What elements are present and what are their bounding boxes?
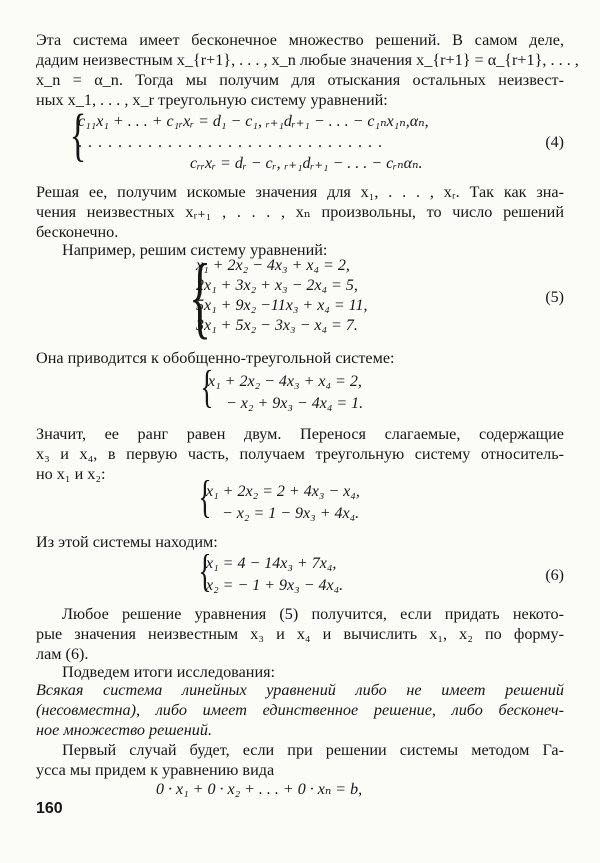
equation-row: 3x₁ + 5x₂ − 3x₃ − x₄ = 7. (196, 317, 358, 334)
text-line: Решая ее, получим искомые значения для x₁, . . . , xᵣ. Так как зна- (36, 183, 564, 201)
text-line: бесконечно. (36, 223, 119, 241)
text-line: Из этой системы находим: (36, 533, 218, 551)
equation-row: c₁₁x₁ + . . . + c₁ᵣxᵣ = d₁ − c₁, ᵣ₊₁dᵣ₊₁ − . . . − c₁ₙx₁ₙ,αₙ, (78, 113, 429, 130)
equation-row: − x₂ = 1 − 9x₃ + 4x₄. (222, 505, 360, 522)
equation-row: x₁ = 4 − 14x₃ + 7x₄, (206, 555, 337, 572)
text-line: Например, решим систему уравнений: (62, 241, 328, 259)
equation-row: 5x₁ + 9x₂ −11x₃ + x₄ = 11, (196, 297, 368, 314)
text-line: Любое решение уравнения (5) получится, если придать некото- (62, 605, 564, 623)
left-brace: { (200, 361, 214, 412)
text-line: ных x_1, . . . , x_r треугольную систему уравнений: (36, 91, 388, 109)
equation-row: x₂ = − 1 + 9x₃ − 4x₄. (206, 577, 344, 594)
text-line: Подведем итоги исследования: (62, 663, 276, 681)
text-line: x₃ и x₄, в первую часть, получаем треугольную систему относитель- (36, 445, 564, 463)
equation-row: x₁ + 2x₂ − 4x₃ + x₄ = 2, (196, 257, 350, 274)
equation-number: (4) (545, 134, 564, 151)
final-equation: 0 · x₁ + 0 · x₂ + . . . + 0 · xₙ = b, (156, 781, 363, 798)
text-line: Эта система имеет бесконечное множество решений. В самом деле, (36, 31, 564, 49)
text-line: усса мы придем к уравнению вида (36, 761, 275, 779)
theorem-line: Всякая система линейных уравнений либо не имеет решений (36, 681, 564, 699)
equation-dots: . . . . . . . . . . . . . . . . . . . . . . . . . . . . . . . (78, 134, 383, 151)
page-number: 160 (36, 800, 63, 817)
theorem-line: ное множество решений. (36, 721, 212, 739)
equation-row: cᵣᵣxᵣ = dᵣ − cᵣ, ᵣ₊₁dᵣ₊₁ − . . . − cᵣₙαₙ. (190, 155, 423, 172)
text-line: лам (6). (36, 645, 89, 663)
equation-row: x₁ + 2x₂ = 2 + 4x₃ − x₄, (206, 483, 360, 500)
text-line: чения неизвестных xᵣ₊₁ , . . . , xₙ произвольны, то число решений (36, 203, 564, 221)
equation-row: − x₂ + 9x₃ − 4x₄ = 1. (226, 395, 364, 412)
text-line: но x₁ и x₂: (36, 465, 106, 483)
text-line: рые значения неизвестным x₃ и x₄ и вычислить x₁, x₂ по форму- (36, 625, 564, 643)
text-line: x_n = α_n. Тогда мы получим для отыскания остальных неизвест- (36, 71, 564, 89)
equation-number: (5) (545, 289, 564, 306)
left-brace: { (198, 471, 212, 522)
text-line: дадим неизвестным x_{r+1}, . . . , x_n любые значения x_{r+1} = α_{r+1}, . . . , (36, 51, 579, 69)
equation-number: (6) (545, 567, 564, 584)
text-line: Она приводится к обобщенно-треугольной системе: (36, 349, 395, 367)
theorem-line: (несовместна), либо имеет единственное решение, либо бесконеч- (36, 701, 564, 719)
equation-row: x₁ + 2x₂ − 4x₃ + x₄ = 2, (208, 373, 362, 390)
text-line: Значит, ее ранг равен двум. Перенося слагаемые, содержащие (36, 425, 564, 443)
equation-row: 2x₁ + 3x₂ + x₃ − 2x₄ = 5, (196, 277, 358, 294)
text-line: Первый случай будет, если при решении системы методом Га- (62, 741, 564, 759)
left-brace: { (198, 545, 212, 596)
left-brace: { (189, 245, 212, 347)
left-brace: { (69, 102, 87, 167)
